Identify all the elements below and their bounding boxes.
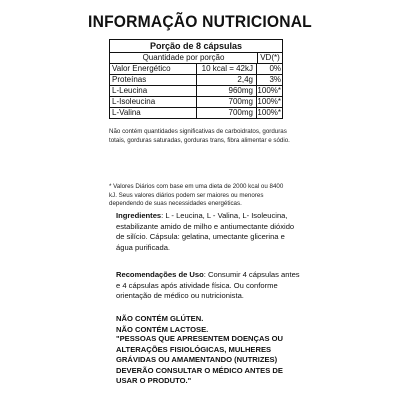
table-row	[110, 86, 282, 97]
no-gluten-notice: NÃO CONTÉM GLÚTEN.	[116, 314, 204, 323]
nutrient-vd: 100%*	[257, 97, 281, 106]
nutrient-vd: 100%*	[257, 86, 281, 95]
vd-header: VD(*)	[260, 53, 280, 62]
nutrient-name: L-Leucina	[110, 86, 197, 96]
nutrient-name: Valor Energético	[110, 64, 197, 74]
nutrient-name: L-Valina	[110, 108, 197, 118]
usage-label: Recomendações de Uso	[116, 270, 204, 279]
portion-header: Porção de 8 cápsulas	[110, 40, 282, 53]
nutrient-value: 10 kcal = 42kJ	[197, 64, 257, 74]
nutrition-title: INFORMAÇÃO NUTRICIONAL	[88, 12, 312, 31]
quantity-header: Quantidade por porção	[110, 53, 258, 63]
table-row	[110, 97, 282, 108]
nutrient-value: 2,4g	[197, 75, 257, 85]
no-lactose-notice: NÃO CONTÉM LACTOSE.	[116, 324, 209, 334]
quantity-header-row	[110, 53, 282, 64]
ingredients-paragraph	[116, 211, 300, 253]
medical-warning: "PESSOAS QUE APRESENTEM DOENÇAS OU ALTERAÇÕES FISIOLÓGICAS, MULHERES GRÁVIDAS OU AMAMENTANDO (NUTRIZES) DEVERÃO CONSULTAR O MÉDICO ANTES DE USAR O PRODUTO."	[116, 334, 284, 386]
usage-text: : Consumir 4 cápsulas antes e 4 cápsulas após atividade física. Ou conforme orientação de médico ou nutricionista.	[116, 270, 300, 301]
nutrient-name: L-Isoleucina	[110, 97, 197, 107]
table-row	[110, 75, 282, 86]
nutrient-value: 700mg	[197, 108, 257, 118]
ingredients-label: Ingredientes	[116, 211, 162, 220]
usage-paragraph	[116, 270, 300, 302]
table-row	[110, 64, 282, 75]
nutrient-vd: 3%	[269, 75, 281, 84]
nutrient-vd: 100%*	[257, 108, 281, 117]
nutrient-value: 700mg	[197, 97, 257, 107]
table-row	[110, 108, 282, 118]
allergen-notice	[116, 314, 300, 335]
nutrient-name: Proteínas	[110, 75, 197, 85]
nutrition-footnote: Não contém quantidades significativas de carboidratos, gorduras totais, gorduras saturadas, gorduras trans, fibra alimentar e sódio.	[109, 128, 290, 144]
ingredients-text: : L - Leucina, L - Valina, L- Isoleucina, estabilizante amido de milho e antiumectante dióxido de silício. Cápsula: gelatina, umectante glicerina e água purificada.	[116, 211, 295, 252]
nutrition-table	[109, 39, 283, 119]
nutrient-vd: 0%	[269, 64, 281, 73]
nutrient-value: 960mg	[197, 86, 257, 96]
daily-values-footnote: * Valores Diários com base em uma dieta de 2000 kcal ou 8400 kJ. Seus valores diários podem ser maiores ou menores dependendo de suas necessidades energéticas.	[109, 183, 284, 207]
